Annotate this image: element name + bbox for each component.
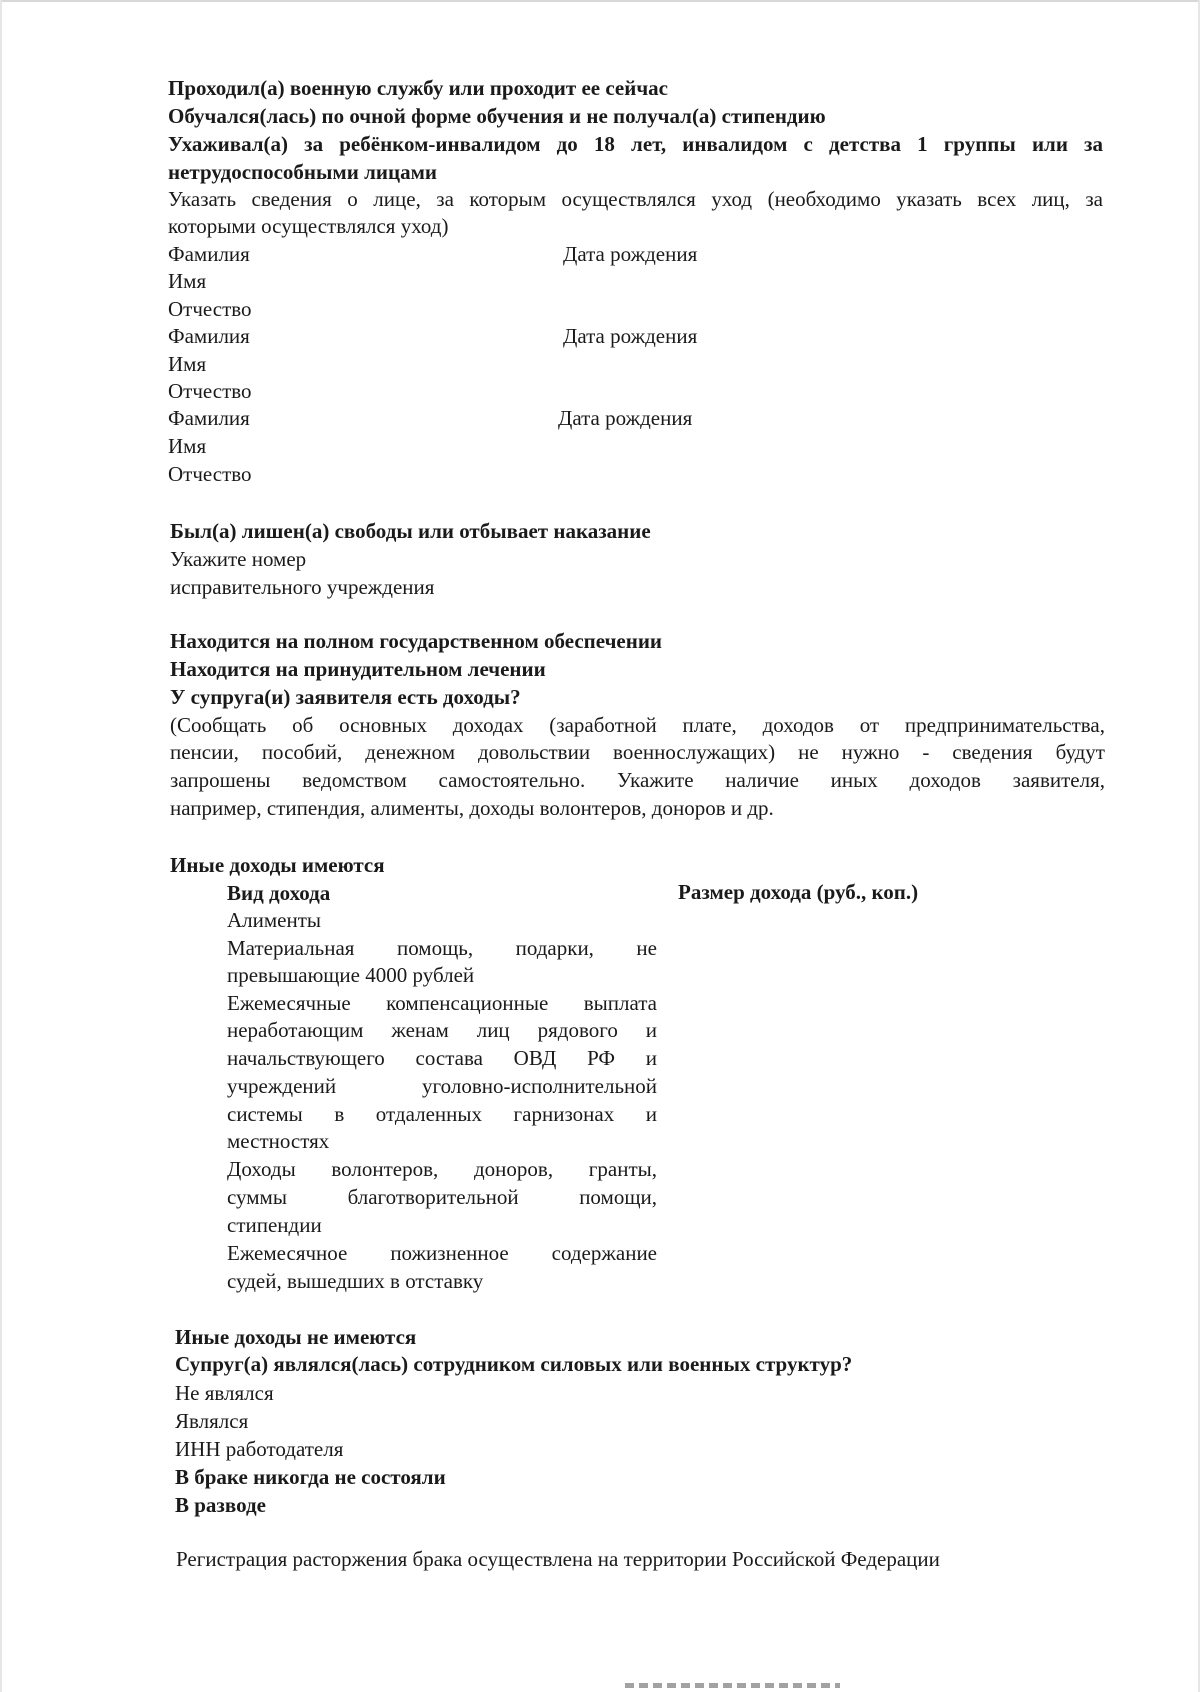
income-type-judges-line1: Ежемесячное пожизненное содержание [227,1241,657,1265]
income-type-compensation-line5: системы в отдаленных гарнизонах и [227,1102,657,1126]
person2-surname-label: Фамилия [168,324,250,348]
income-amount-column-header: Размер дохода (руб., коп.) [678,880,919,904]
income-type-compensation-line3: начальствующего состава ОВД РФ и [227,1046,657,1070]
person3-birth-date-label: Дата рождения [558,406,693,430]
person2-birth-date-label: Дата рождения [563,324,698,348]
income-note-line3: запрошены ведомством самостоятельно. Укажите наличие иных доходов заявителя, [170,768,1105,792]
page-edge-top [0,0,1200,2]
imprisoned-option: Был(а) лишен(а) свободы или отбывает наказание [170,519,651,543]
full-time-study-option: Обучался(лась) по очной форме обучения и не получал(а) стипендию [168,104,826,128]
income-type-material-aid-line2: превышающие 4000 рублей [227,963,475,987]
care-note-line1: Указать сведения о лице, за которым осуществлялся уход (необходимо указать всех лиц, за [168,187,1103,211]
spouse-was-not-option: Не являлся [175,1381,274,1405]
income-type-volunteers-line1: Доходы волонтеров, доноров, гранты, [227,1157,657,1181]
state-support-option: Находится на полном государственном обеспечении [170,629,663,653]
never-married-option: В браке никогда не состояли [175,1465,446,1489]
person1-patronymic-label: Отчество [168,297,252,321]
institution-number-label-line1: Укажите номер [170,547,307,571]
person1-name-label: Имя [168,269,207,293]
income-note-line1: (Сообщать об основных доходах (заработной плате, доходов от предпринимательства, [170,713,1105,737]
military-service-option: Проходил(а) военную службу или проходит ее сейчас [168,76,668,100]
income-type-material-aid-line1: Материальная помощь, подарки, не [227,936,657,960]
no-other-income-option: Иные доходы не имеются [175,1325,417,1349]
care-option-line2: нетрудоспособными лицами [168,160,437,184]
person3-patronymic-label: Отчество [168,462,252,486]
footer-scan-artifact [625,1683,840,1688]
person1-surname-label: Фамилия [168,242,250,266]
income-type-judges-line2: судей, вышедших в отставку [227,1269,484,1293]
spouse-security-question: Супруг(а) являлся(лась) сотрудником силовых или военных структур? [175,1352,853,1376]
spouse-was-option: Являлся [175,1409,249,1433]
employer-inn-label: ИНН работодателя [175,1437,344,1461]
income-note-line4: например, стипендия, алименты, доходы волонтеров, доноров и др. [170,796,774,820]
divorced-option: В разводе [175,1493,266,1517]
divorce-registration-text: Регистрация расторжения брака осуществлена на территории Российской Федерации [176,1547,940,1571]
income-type-alimony: Алименты [227,908,322,932]
person2-name-label: Имя [168,352,207,376]
has-other-income-option: Иные доходы имеются [170,853,385,877]
income-note-line2: пенсии, пособий, денежном довольствии военнослужащих) не нужно - сведения будут [170,740,1105,764]
forced-treatment-option: Находится на принудительном лечении [170,657,546,681]
person2-patronymic-label: Отчество [168,379,252,403]
income-type-compensation-line4: учреждений уголовно-исполнительной [227,1074,657,1098]
income-type-compensation-line6: местностях [227,1129,330,1153]
person3-surname-label: Фамилия [168,406,250,430]
person3-name-label: Имя [168,434,207,458]
income-type-compensation-line2: неработающим женам лиц рядового и [227,1018,657,1042]
care-option-line1: Ухаживал(а) за ребёнком-инвалидом до 18 лет, инвалидом с детства 1 группы или за [168,132,1103,156]
income-type-column-header: Вид дохода [227,881,331,905]
institution-number-label-line2: исправительного учреждения [170,575,435,599]
income-type-compensation-line1: Ежемесячные компенсационные выплата [227,991,657,1015]
spouse-income-question: У супруга(и) заявителя есть доходы? [170,685,521,709]
care-note-line2: которыми осуществлялся уход) [168,214,449,238]
person1-birth-date-label: Дата рождения [563,242,698,266]
income-type-volunteers-line3: стипендии [227,1213,322,1237]
page-edge-left [0,0,2,1692]
income-type-volunteers-line2: суммы благотворительной помощи, [227,1185,657,1209]
